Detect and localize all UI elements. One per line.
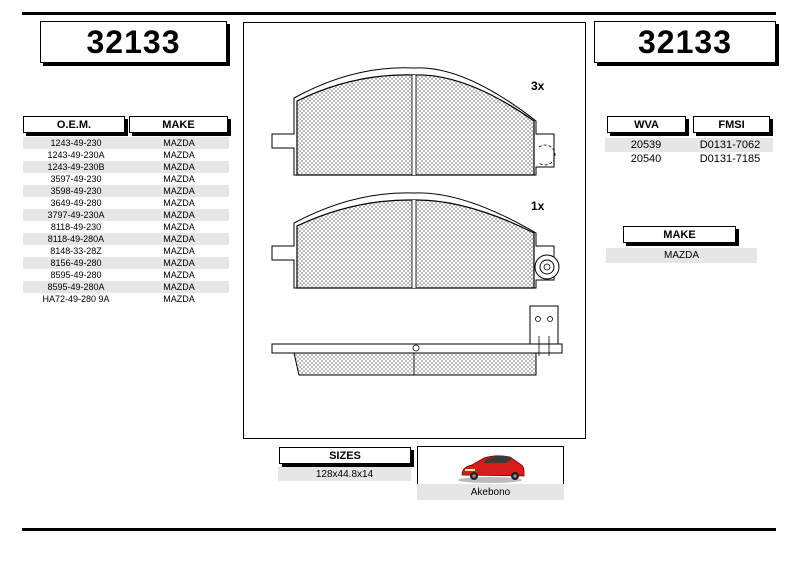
table-row <box>23 149 229 161</box>
table-row <box>23 209 229 221</box>
table-row <box>23 293 229 305</box>
oem-number: 8595-49-280 <box>50 270 102 280</box>
table-row <box>23 197 229 209</box>
oem-make: MAZDA <box>129 137 229 149</box>
sizes-header: SIZES <box>279 447 411 464</box>
oem-make: MAZDA <box>129 161 229 173</box>
oem-make: MAZDA <box>163 294 195 304</box>
bottom-rule <box>22 528 776 531</box>
make-box-header: MAKE <box>623 226 736 243</box>
oem-table <box>23 137 229 305</box>
make-header: MAKE <box>129 116 228 133</box>
oem-number: HA72-49-280 9A <box>42 294 110 304</box>
table-row <box>23 233 229 245</box>
oem-make: MAZDA <box>129 209 229 221</box>
table-row <box>605 138 773 152</box>
oem-number: 8148-33-28Z <box>50 246 102 256</box>
oem-number: 8118-49-230 <box>50 222 102 232</box>
fmsi-number: D0131-7185 <box>699 153 761 165</box>
oem-make: MAZDA <box>163 222 195 232</box>
top-rule <box>22 12 776 15</box>
oem-number: 8156-49-280 <box>23 257 129 269</box>
table-row <box>23 137 229 149</box>
fmsi-header: FMSI <box>693 116 770 133</box>
table-row <box>23 245 229 257</box>
oem-header: O.E.M. <box>23 116 125 133</box>
oem-number: 1243-49-230 <box>23 137 129 149</box>
part-number-right: 32133 <box>594 21 776 63</box>
oem-make: MAZDA <box>163 198 195 208</box>
qty-middle-label: 1x <box>531 199 545 213</box>
oem-make: MAZDA <box>129 281 229 293</box>
oem-make: MAZDA <box>129 185 229 197</box>
qty-top-label: 3x <box>531 79 545 93</box>
table-row <box>605 152 773 166</box>
table-row <box>23 221 229 233</box>
oem-number: 8118-49-280A <box>23 233 129 245</box>
brake-pad-side-view <box>272 306 562 375</box>
part-number-left: 32133 <box>40 21 227 63</box>
wva-fmsi-table <box>605 138 773 166</box>
oem-make: MAZDA <box>129 257 229 269</box>
oem-number: 3597-49-230 <box>50 174 102 184</box>
table-row <box>23 281 229 293</box>
table-row <box>23 173 229 185</box>
brand-label: Akebono <box>417 484 564 500</box>
oem-number: 3649-49-280 <box>50 198 102 208</box>
wva-number: 20540 <box>630 153 662 165</box>
table-row <box>23 161 229 173</box>
oem-number: 3797-49-230A <box>23 209 129 221</box>
fmsi-number: D0131-7062 <box>687 138 773 152</box>
brake-pad-svg <box>244 23 587 440</box>
oem-make: MAZDA <box>129 233 229 245</box>
wva-header: WVA <box>607 116 686 133</box>
oem-number: 1243-49-230A <box>47 150 105 160</box>
oem-number: 3598-49-230 <box>23 185 129 197</box>
make-box-value: MAZDA <box>606 248 757 263</box>
red-sports-car-icon <box>418 447 563 484</box>
oem-make: MAZDA <box>163 270 195 280</box>
wva-number: 20539 <box>605 138 687 152</box>
vehicle-image <box>417 446 564 485</box>
oem-make: MAZDA <box>163 174 195 184</box>
table-row <box>23 185 229 197</box>
oem-number: 8595-49-280A <box>23 281 129 293</box>
table-row <box>23 257 229 269</box>
oem-make: MAZDA <box>163 246 195 256</box>
sizes-value: 128x44.8x14 <box>278 467 411 481</box>
brake-pad-drawing <box>243 22 586 439</box>
brake-pad-top-view <box>272 68 555 175</box>
oem-make: MAZDA <box>163 150 195 160</box>
brake-pad-middle-view <box>272 193 559 288</box>
oem-number: 1243-49-230B <box>23 161 129 173</box>
table-row <box>23 269 229 281</box>
